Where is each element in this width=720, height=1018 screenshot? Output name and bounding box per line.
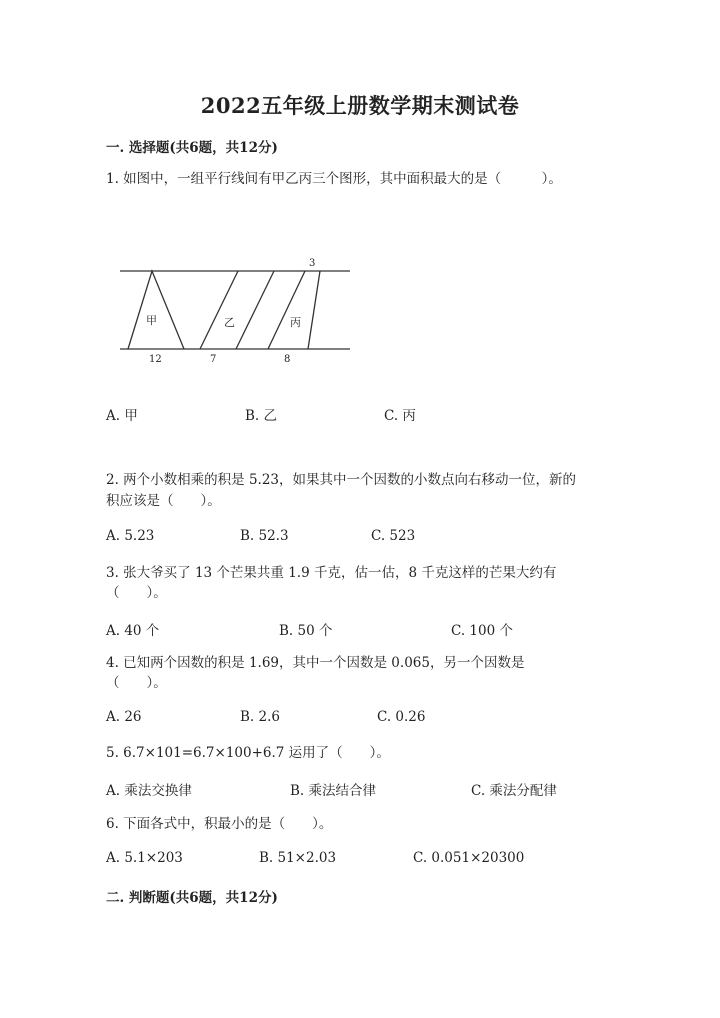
- parallelogram-yi-left: [200, 271, 238, 349]
- parallel-lines-figure: [100, 250, 360, 370]
- question-4-option-c: C. 0.26: [377, 709, 426, 725]
- label-bing: 丙: [290, 316, 301, 329]
- number-bottom-12: 12: [149, 354, 162, 365]
- trapezoid-bing-right: [308, 271, 320, 349]
- question-6-option-c: C. 0.051×20300: [413, 850, 525, 866]
- number-bottom-8: 8: [284, 354, 291, 365]
- question-2-option-a: A. 5.23: [106, 528, 155, 544]
- question-4-option-a: A. 26: [106, 709, 142, 725]
- question-6-option-b: B. 51×2.03: [259, 850, 337, 866]
- question-3-option-b: B. 50 个: [279, 623, 333, 639]
- question-5-option-c: C. 乘法分配律: [471, 783, 557, 799]
- question-2-stem-line-2: 积应该是（ ）。: [106, 493, 221, 509]
- question-3-option-c: C. 100 个: [451, 623, 513, 639]
- question-3-option-a: A. 40 个: [106, 623, 160, 639]
- section-heading-choice: 一. 选择题(共6题，共12分): [106, 140, 278, 156]
- label-yi: 乙: [224, 316, 235, 329]
- question-1-option-b: B. 乙: [245, 408, 278, 424]
- question-2-option-c: C. 523: [371, 528, 416, 544]
- question-3-stem-line-1: 3. 张大爷买了 13 个芒果共重 1.9 千克，估一估，8 千克这样的芒果大约有: [106, 565, 557, 581]
- number-bottom-7: 7: [210, 354, 217, 365]
- page-title: 2022五年级上册数学期末测试卷: [200, 93, 520, 118]
- question-2-option-b: B. 52.3: [240, 528, 289, 544]
- question-2-stem-line-1: 2. 两个小数相乘的积是 5.23，如果其中一个因数的小数点向右移动一位，新的: [106, 472, 577, 488]
- question-3-stem-line-2: （ ）。: [106, 585, 167, 601]
- question-1-stem: 1. 如图中，一组平行线间有甲乙丙三个图形，其中面积最大的是（ ）。: [106, 171, 562, 187]
- question-4-option-b: B. 2.6: [240, 709, 280, 725]
- question-5-option-a: A. 乘法交换律: [106, 783, 192, 799]
- question-5-option-b: B. 乘法结合律: [290, 783, 377, 799]
- question-4-stem-line-1: 4. 已知两个因数的积是 1.69，其中一个因数是 0.065，另一个因数是: [106, 655, 525, 671]
- triangle-jia: [128, 271, 184, 349]
- question-5-stem: 5. 6.7×101=6.7×100+6.7 运用了（ ）。: [106, 745, 390, 761]
- question-1-option-a: A. 甲: [106, 408, 138, 424]
- label-jia: 甲: [146, 314, 157, 327]
- number-top-3: 3: [309, 258, 316, 269]
- question-6-option-a: A. 5.1×203: [106, 850, 183, 866]
- section-heading-judgment: 二. 判断题(共6题，共12分): [106, 890, 278, 906]
- parallelogram-yi-right: [236, 271, 274, 349]
- question-6-stem: 6. 下面各式中，积最小的是（ ）。: [106, 816, 333, 832]
- question-1-option-c: C. 丙: [384, 408, 416, 424]
- trapezoid-bing-left: [268, 271, 305, 349]
- question-4-stem-line-2: （ ）。: [106, 675, 167, 691]
